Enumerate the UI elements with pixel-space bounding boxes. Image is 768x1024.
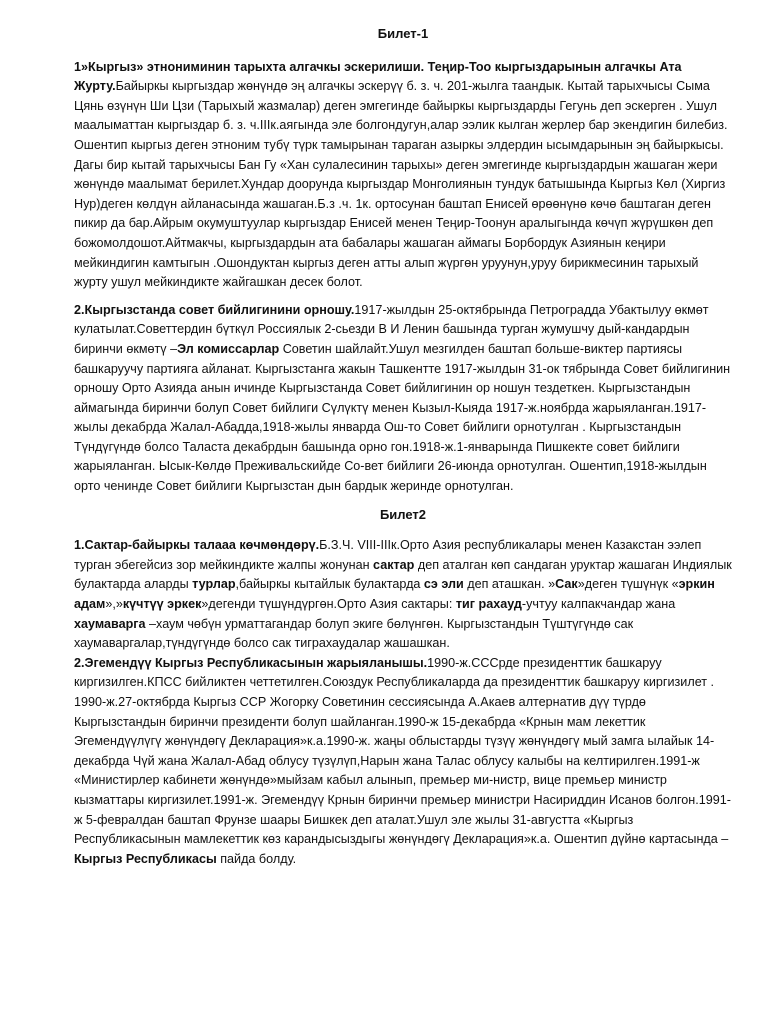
text-run: деп аташкан. »	[463, 577, 556, 592]
text-run: Б.З.Ч. VIII-IIIк.Орто Азия республикалары менен Казакстан ээлеп турган эбегейсиз зор мейкиндикте жалпы жонунан	[74, 538, 702, 572]
ticket-1-question-1-heading: 1»Кыргыз» этнониминин тарыхта алгачкы эскерилиши. Теңир-Тоо кыргыздарынын алгачкы Ата Журту.	[74, 59, 682, 94]
bold-term: сэ эли	[423, 577, 464, 592]
ticket-1-question-2	[74, 301, 732, 497]
ticket-1-title: Билет-1	[377, 26, 429, 41]
ticket-1-question-1-text: Байыркы кыргыздар жөнүндө эң алгачкы эскерүү б. з. ч. 201-жылга таандык. Кытай тарыхчысы Сыма Цянь өзүнүн Ши Цзи (Тарыхый жазмалар) деген эмгегинде байыркы кыргыздарды Гегунь деп эскерген . Ушул маалыматтан кыргыздар б. з. ч.IIIк.аягында эле болгондугун,алар ээлик кылган жерлер бар экендигин билебиз. Ошентип кыргыз деген этноним тубү түрк тамырынан тараган азыркы элдердин ысымдарынын эң байыркысы. Дагы бир кытай тарыхчысы Бан Гу «Хан сулалесинин тарыхы» деген эмгегинде кыргыздардын жашаган жери жөнүндө маалымат берилет.Хундар доорунда кыргыздар Монголиянын тундук батышында Кыргыз Көл (Хиргиз Нур)деген көлдүн айланасында жашаган.Б.з .ч. 1к. ортосунан баштап Енисей өрөөнүнө көчө баштаган деген пикир да бар.Айрым окумуштуулар кыргыздар Енисей менен Теңир-Тоонун аралыгында көчүп жүрүшкөн деп божомолдошот.Айтмакчы, кыргыздардын ата бабалары жашаган аймагы Борбордук Азиянын кеңири мейкиндигин камтыгын .Ошондуктан кыргыз деген атты алып жүргөн уруунун,уруу бирикмесинин тарыхый журту ушул мейкиндикте жайгашкан десек болот.	[74, 79, 728, 290]
bold-term: сактар	[373, 557, 415, 572]
text-run: »деген түшүнүк «	[577, 577, 679, 592]
bold-term: тиг рахауд	[455, 597, 522, 612]
ticket-1-question-2-text-b: Советин шайлайт.Ушул мезгилден баштап больше-виктер партиясы башкаруучу партияга айланат. Кыргызстанга жакын Ташкентте 1917-жылдын 31-ок тябрында Совет бийлигинин орношу Орто Азияда анын ичинде Кыргызстанда Совет бийлигинин ор ношун тездеткен. Кыргызстандын аймагында биринчи болуп Совет бийлиги Сүлүктү менен Кызыл-Кыяда 1917-ж.ноябрда жарыяланган.1917-жылы декабрда Жалал-Абадда,1918-жылы январда Ош-то Совет бийлиги орнотулган . Кыргызстандын Түндүгүндө болсо Таласта декабрдын башында орно гон.1918-ж.1-январында Пишкекте совет бийлиги жарыяланган. Ысык-Көлдө Преживальскийде Со-вет бийлиги 26-июнда орнотулган. Ошентип,1918-жылдын орто ченинде Совет бийлиги Кыргызстан дын бардык жеринде орнотулган.	[74, 341, 731, 494]
ticket-2-question-2-text-a: 1990-ж.СССрде президенттик башкаруу киргизилген.КПСС бийликтен четтетилген.Союздук Республикаларда да президенттик башкаруу киргизилет . 1990-ж.27-октябрда Кыргыз ССР Жогорку Советинин сессиясында А.Акаев алтернатив дүү түрдө Кыргызстандын биринчи президенти болуп шайланган.1990-ж 15-декабрда «Крнын мам лекеттик Эгемендүүлүгү жөнүндөгү Декларация»к.а.1990-ж. жаңы облыстарды түзүү жөнүндөгү мый замга ылайык 14-декабрда Чүй жана Жалал-Абад облусу түзүлүп,Нарын жана Талас облусу калыбы на келтирилген.1991-ж «Министирлер кабинети жөнүндө»мыйзам кабыл алынып, премьер ми-нистр, вице премьер министр кызматтары киргизилет.1991-ж. Эгемендүү Крнын биринчи премьер министри Насириддин Исанов болгон.1991-ж 5-февралдан баштап Фрунзе шаары Бишкек деп аталат.Ушул эле жылы 31-августта «Кыргыз Республикасынын мамлекеттик көз карандысыздыгы жөнүндөгү Декларация»к.а. Ошентип дүйнө картасында –	[74, 655, 731, 847]
bold-term: Сак	[555, 577, 578, 592]
ticket-2-question-2-text-b: пайда болду.	[216, 851, 297, 866]
text-run: –хаум чөбүн урматтагандар болуп экиге бөлүнгөн. Кыргызстандын Түштүгүндө сак хаумаваргалар,түндүгүндө болсо сак тиграхаудалар жашашкан.	[74, 616, 634, 651]
text-run: -учтуу калпакчандар жана	[521, 597, 676, 612]
ticket-2-question-1-heading: 1.Сактар-байыркы талааа көчмөндөрү.	[74, 538, 320, 553]
text-run: »дегенди түшүндүргөн.Орто Азия сактары:	[201, 597, 456, 612]
text-run: »,»	[105, 597, 123, 612]
bold-term: эркин адам	[74, 577, 715, 612]
ticket-2-title: Билет2	[379, 506, 427, 522]
ticket-1-question-2-bold-term: Эл комиссарлар	[177, 341, 280, 356]
text-run: деп аталган көп сандаган уруктар жашаган Индиялык булактарда аларды	[74, 557, 732, 592]
ticket-1-question-2-heading: 2.Кыргызстанда совет бийлигинини орношу.	[74, 302, 355, 317]
bold-term: турлар	[192, 577, 236, 592]
bold-term: хаумаварга	[74, 616, 146, 631]
ticket-2-question-2-heading: 2.Эгемендүү Кыргыз Республикасынын жарыяланышы.	[74, 655, 428, 670]
ticket-1-question-2-text-a: 1917-жылдын 25-октябрында Петроградда Убактылуу өкмөт кулатылат.Советтердин бүткүл Россиялык 2-сьезди В И Ленин башында турган жумушчу дый-кандардын биринчи өкмөтү –	[74, 302, 709, 356]
ticket-2-question-2-bold-term: Кыргыз Республикасы	[74, 851, 217, 866]
ticket-2-question-1	[74, 536, 732, 654]
ticket-2-question-2	[74, 654, 732, 870]
ticket-1-question-1	[74, 58, 732, 293]
text-run: ,байыркы кытайлык булактарда	[235, 577, 424, 592]
bold-term: күчтүү эркек	[122, 597, 202, 612]
